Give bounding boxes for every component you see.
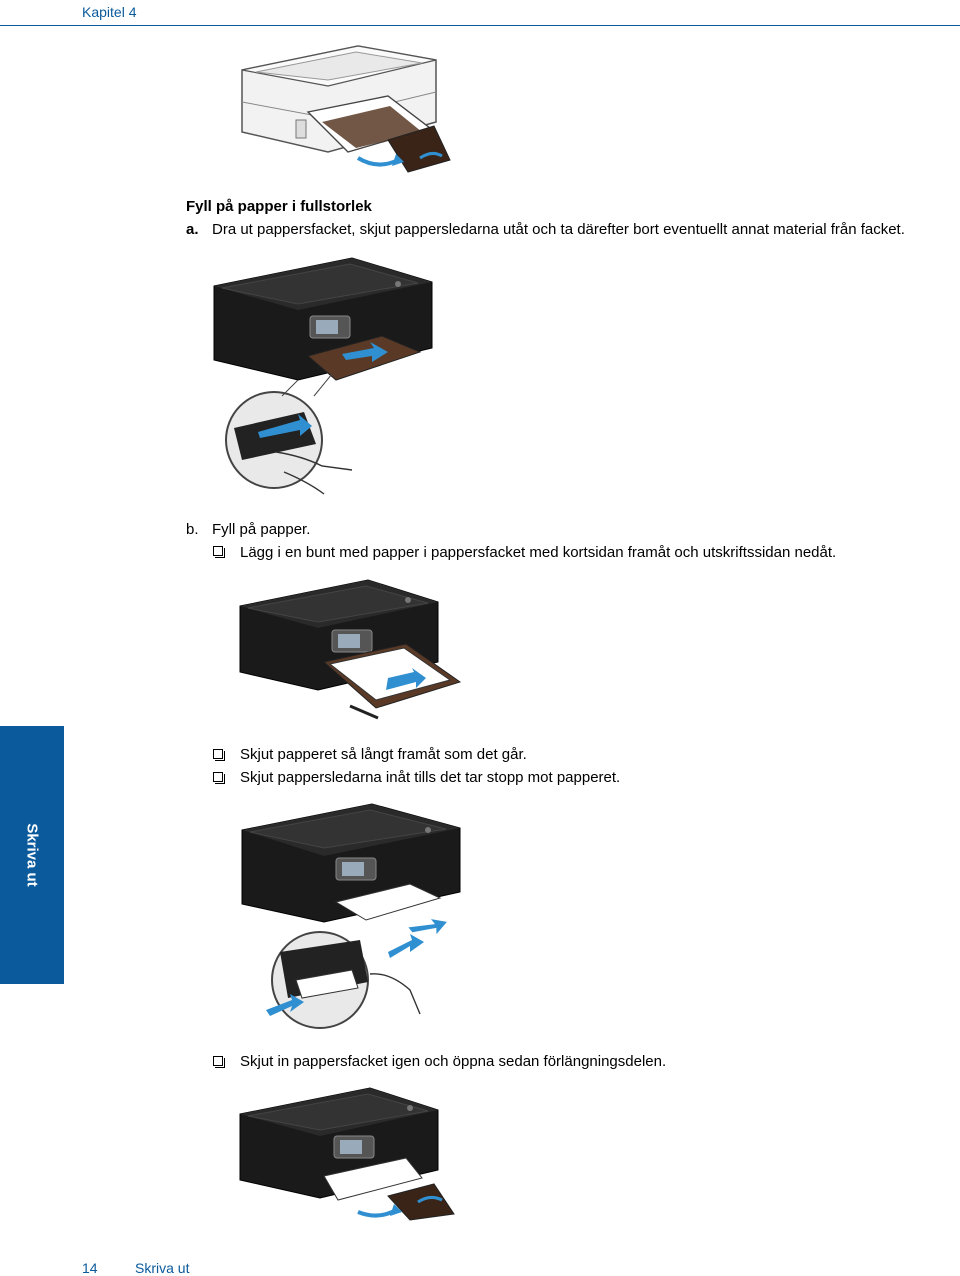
illustration-slide-guides-in <box>240 802 464 1032</box>
chapter-label: Kapitel 4 <box>82 4 137 20</box>
bullet-2: Skjut papperet så långt framåt som det går. <box>240 746 527 763</box>
step-a-text: Dra ut pappersfacket, skjut pappersledarna utåt och ta därefter bort eventuellt annat material från facket. <box>212 221 905 238</box>
step-b-label: b. <box>186 521 199 538</box>
checkbox-icon <box>213 772 223 782</box>
bullet-4: Skjut in pappersfacket igen och öppna sedan förlängningsdelen. <box>240 1053 667 1070</box>
illustration-load-paper <box>238 578 464 722</box>
header-rule <box>0 25 960 26</box>
section-heading: Fyll på papper i fullstorlek <box>186 198 372 215</box>
checkbox-icon <box>213 749 223 759</box>
step-a-label: a. <box>186 221 199 238</box>
footer-section: Skriva ut <box>135 1260 190 1276</box>
side-tab <box>0 726 64 984</box>
bullet-3: Skjut pappersledarna inåt tills det tar stopp mot papperet. <box>240 769 621 786</box>
illustration-push-tray-in <box>238 1086 464 1222</box>
illustration-pull-out-tray <box>238 40 460 180</box>
bullet-1: Lägg i en bunt med papper i pappersfacket med kortsidan framåt och utskriftssidan nedåt. <box>240 544 837 561</box>
side-tab-label: Skriva ut <box>23 823 41 887</box>
step-b-text: Fyll på papper. <box>212 521 311 538</box>
illustration-slide-guides-out <box>212 256 448 500</box>
checkbox-icon <box>213 1056 223 1066</box>
page-number: 14 <box>82 1260 98 1276</box>
checkbox-icon <box>213 546 223 556</box>
